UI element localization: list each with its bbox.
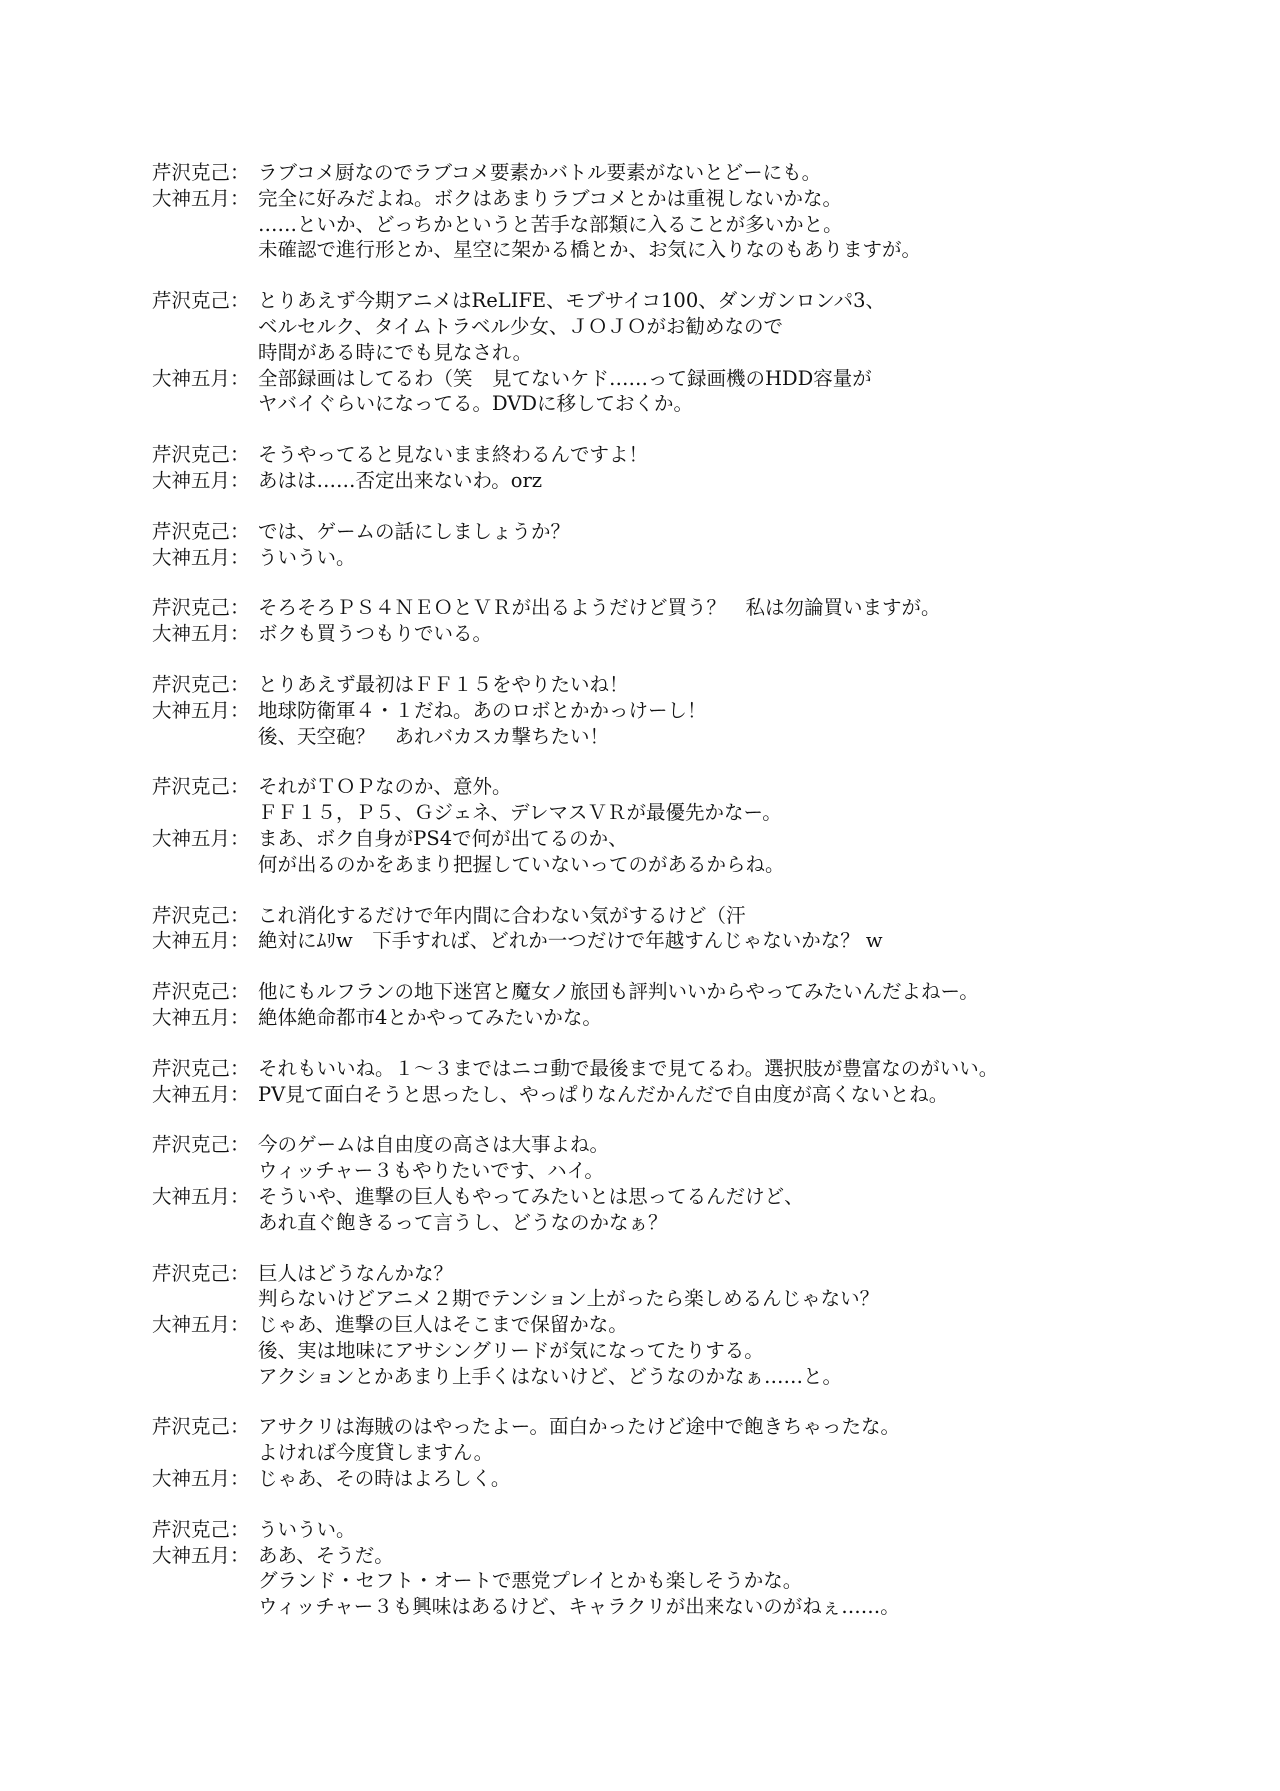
utterance [152, 288, 1262, 365]
speaker-name: 芹沢克己： [152, 980, 250, 1004]
utterance-line: とりあえず最初はＦＦ１５をやりたいね！ [258, 672, 629, 696]
utterance [152, 595, 1262, 621]
utterance-line: グランド・セフト・オートで悪党プレイとかも楽しそうかな。 [258, 1569, 803, 1593]
utterance-line: では、ゲームの話にしましょうか？ [258, 519, 571, 543]
utterance [152, 545, 1262, 571]
utterance-line: 時間がある時にでも見なされ。 [258, 340, 533, 364]
utterance-lines [258, 1543, 1262, 1620]
utterance [152, 1056, 1262, 1082]
speaker-name: 芹沢克己： [152, 289, 250, 313]
utterance-lines [258, 186, 1262, 263]
dialogue-exchange [152, 1261, 1262, 1390]
speaker-name: 芹沢克己： [152, 903, 250, 927]
utterance-lines [258, 442, 1262, 468]
utterance-line: 今のゲームは自由度の高さは大事よね。 [258, 1133, 610, 1157]
utterance-lines [258, 1082, 1262, 1108]
utterance-lines [258, 1517, 1262, 1543]
utterance-line: あはは……否定出来ないわ。orz [258, 468, 543, 492]
utterance [152, 698, 1262, 750]
speaker-name: 大神五月： [152, 622, 250, 646]
utterance-line: 判らないけどアニメ２期でテンション上がったら楽しめるんじゃない？ [258, 1287, 880, 1311]
utterance [152, 774, 1262, 826]
utterance-line: あれ直ぐ飽きるって言うし、どうなのかなぁ？ [258, 1210, 668, 1234]
dialogue-exchange [152, 288, 1262, 417]
utterance-line: まあ、ボク自身がPS4で何が出てるのか、 [258, 826, 628, 850]
utterance [152, 366, 1262, 418]
speaker-name: 大神五月： [152, 468, 250, 492]
utterance-lines [258, 774, 1262, 826]
utterance-lines [258, 928, 1262, 954]
utterance-line: PV見て面白そうと思ったし、やっぱりなんだかんだで自由度が高くないとね。 [258, 1082, 949, 1106]
utterance [152, 1517, 1262, 1543]
utterance-lines [258, 1261, 1262, 1313]
utterance [152, 621, 1262, 647]
utterance-line: 絶体絶命都市4とかやってみたいかな。 [258, 1005, 602, 1029]
speaker-name: 芹沢克己： [152, 519, 250, 543]
dialogue-exchange [152, 442, 1262, 494]
utterance-line: 絶対にﾑﾘw 下手すれば、どれか一つだけで年越すんじゃないかな？ w [258, 929, 883, 953]
utterance-line: そろそろＰＳ４ＮＥＯとＶＲが出るようだけど買う？ 私は勿論買いますが。 [258, 596, 941, 620]
dialogue-exchange [152, 774, 1262, 877]
utterance-line: ウィッチャー３も興味はあるけど、キャラクリが出来ないのがねぇ……。 [258, 1595, 900, 1619]
utterance-lines [258, 1132, 1262, 1184]
utterance-line: 巨人はどうなんかな？ [258, 1261, 454, 1285]
utterance [152, 1414, 1262, 1466]
utterance [152, 519, 1262, 545]
utterance-line: とりあえず今期アニメはReLIFE、モブサイコ100、ダンガンロンパ3、 [258, 289, 885, 313]
utterance [152, 442, 1262, 468]
utterance [152, 160, 1262, 186]
speaker-name: 大神五月： [152, 929, 250, 953]
dialogue-exchange [152, 1414, 1262, 1491]
utterance [152, 1261, 1262, 1313]
dialogue-exchange [152, 903, 1262, 955]
utterance-lines [258, 1184, 1262, 1236]
speaker-name: 芹沢克己： [152, 1517, 250, 1541]
dialogue-exchange [152, 979, 1262, 1031]
utterance-line: 後、実は地味にアサシングリードが気になってたりする。 [258, 1338, 764, 1362]
utterance-line: よければ今度貸しますん。 [258, 1441, 494, 1465]
utterance-lines [258, 366, 1262, 418]
utterance-lines [258, 826, 1262, 878]
utterance-line: 全部録画はしてるわ（笑 見てないケド……って録画機のHDD容量が [258, 366, 872, 390]
dialogue-exchange [152, 595, 1262, 647]
dialogue-exchange [152, 1132, 1262, 1235]
speaker-name: 大神五月： [152, 698, 250, 722]
utterance-lines [258, 979, 1262, 1005]
utterance [152, 826, 1262, 878]
utterance [152, 928, 1262, 954]
utterance-line: 完全に好みだよね。ボクはあまりラブコメとかは重視しないかな。 [258, 186, 843, 210]
utterance-line: これ消化するだけで年内間に合わない気がするけど（汗 [258, 903, 746, 927]
dialogue-exchange [152, 672, 1262, 749]
utterance [152, 979, 1262, 1005]
speaker-name: 大神五月： [152, 1543, 250, 1567]
speaker-name: 大神五月： [152, 366, 250, 390]
utterance [152, 186, 1262, 263]
utterance-line: ベルセルク、タイムトラベル少女、ＪＯＪＯがお勧めなので [258, 314, 783, 338]
speaker-name: 芹沢克己： [152, 672, 250, 696]
utterance-line: それもいいね。１～３まではニコ動で最後まで見てるわ。選択肢が豊富なのがいい。 [258, 1056, 999, 1080]
utterance-line: ういうい。 [258, 1517, 356, 1541]
utterance-lines [258, 1005, 1262, 1031]
utterance-line: ウィッチャー３もやりたいです、ハイ。 [258, 1159, 604, 1183]
utterance-line: アサクリは海賊のはやったよー。面白かったけど途中で飽きちゃったな。 [258, 1415, 900, 1439]
utterance [152, 1466, 1262, 1492]
utterance-lines [258, 1056, 1262, 1082]
utterance-lines [258, 672, 1262, 698]
utterance-line: ヤバイぐらいになってる。DVDに移しておくか。 [258, 392, 694, 416]
dialogue-page [152, 160, 1262, 1645]
utterance-lines [258, 621, 1262, 647]
utterance-line: 未確認で進行形とか、星空に架かる橋とか、お気に入りなのもありますが。 [258, 238, 922, 262]
speaker-name: 大神五月： [152, 1005, 250, 1029]
speaker-name: 芹沢克己： [152, 1415, 250, 1439]
utterance-lines [258, 545, 1262, 571]
utterance-line: じゃあ、進撃の巨人はそこまで保留かな。 [258, 1313, 628, 1337]
utterance [152, 1005, 1262, 1031]
utterance [152, 468, 1262, 494]
utterance-lines [258, 698, 1262, 750]
utterance [152, 1184, 1262, 1236]
dialogue-exchange [152, 1517, 1262, 1620]
utterance-line: それがＴＯＰなのか、意外。 [258, 775, 512, 799]
speaker-name: 芹沢克己： [152, 443, 250, 467]
utterance-line: 地球防衛軍４・１だね。あのロボとかかっけーし！ [258, 698, 707, 722]
speaker-name: 芹沢克己： [152, 1133, 250, 1157]
utterance [152, 903, 1262, 929]
speaker-name: 大神五月： [152, 186, 250, 210]
utterance-line: ＦＦ１５，Ｐ５、Ｇジェネ、デレマスＶＲが最優先かなー。 [258, 801, 782, 825]
dialogue-exchange [152, 1056, 1262, 1108]
utterance-lines [258, 519, 1262, 545]
utterance-line: ういうい。 [258, 545, 356, 569]
utterance-lines [258, 288, 1262, 365]
speaker-name: 芹沢克己： [152, 1056, 250, 1080]
utterance-lines [258, 468, 1262, 494]
dialogue-exchange [152, 160, 1262, 263]
utterance-lines [258, 1414, 1262, 1466]
utterance-lines [258, 1466, 1262, 1492]
utterance-line: じゃあ、その時はよろしく。 [258, 1467, 511, 1491]
speaker-name: 芹沢克己： [152, 596, 250, 620]
speaker-name: 芹沢克己： [152, 161, 250, 184]
speaker-name: 芹沢克己： [152, 1261, 250, 1285]
utterance-line: アクションとかあまり上手くはないけど、どうなのかなぁ……と。 [258, 1364, 843, 1388]
utterance-lines [258, 595, 1262, 621]
utterance-line: そういや、進撃の巨人もやってみたいとは思ってるんだけど、 [258, 1184, 804, 1208]
utterance-line: 他にもルフランの地下迷宮と魔女ノ旅団も評判いいからやってみたいんだよねー。 [258, 980, 979, 1004]
utterance-line: ボクも買うつもりでいる。 [258, 622, 493, 646]
speaker-name: 大神五月： [152, 826, 250, 850]
speaker-name: 大神五月： [152, 1184, 250, 1208]
speaker-name: 大神五月： [152, 1313, 250, 1337]
speaker-name: 大神五月： [152, 545, 250, 569]
utterance-lines [258, 903, 1262, 929]
utterance-line: 後、天空砲？ あれバカスカ撃ちたい！ [258, 724, 610, 748]
utterance-line: ああ、そうだ。 [258, 1543, 394, 1567]
utterance [152, 1132, 1262, 1184]
speaker-name: 大神五月： [152, 1467, 250, 1491]
utterance-line: ラブコメ厨なのでラブコメ要素かバトル要素がないとどーにも。 [258, 161, 822, 184]
utterance [152, 1312, 1262, 1389]
utterance [152, 1543, 1262, 1620]
utterance-line: そうやってると見ないまま終わるんですよ！ [258, 443, 649, 467]
speaker-name: 大神五月： [152, 1082, 250, 1106]
utterance-lines [258, 160, 1262, 186]
utterance [152, 1082, 1262, 1108]
speaker-name: 芹沢克己： [152, 775, 250, 799]
utterance [152, 672, 1262, 698]
utterance-line: ……といか、どっちかというと苦手な部類に入ることが多いかと。 [258, 212, 843, 236]
utterance-line: 何が出るのかをあまり把握していないってのがあるからね。 [258, 852, 785, 876]
utterance-lines [258, 1312, 1262, 1389]
dialogue-exchange [152, 519, 1262, 571]
